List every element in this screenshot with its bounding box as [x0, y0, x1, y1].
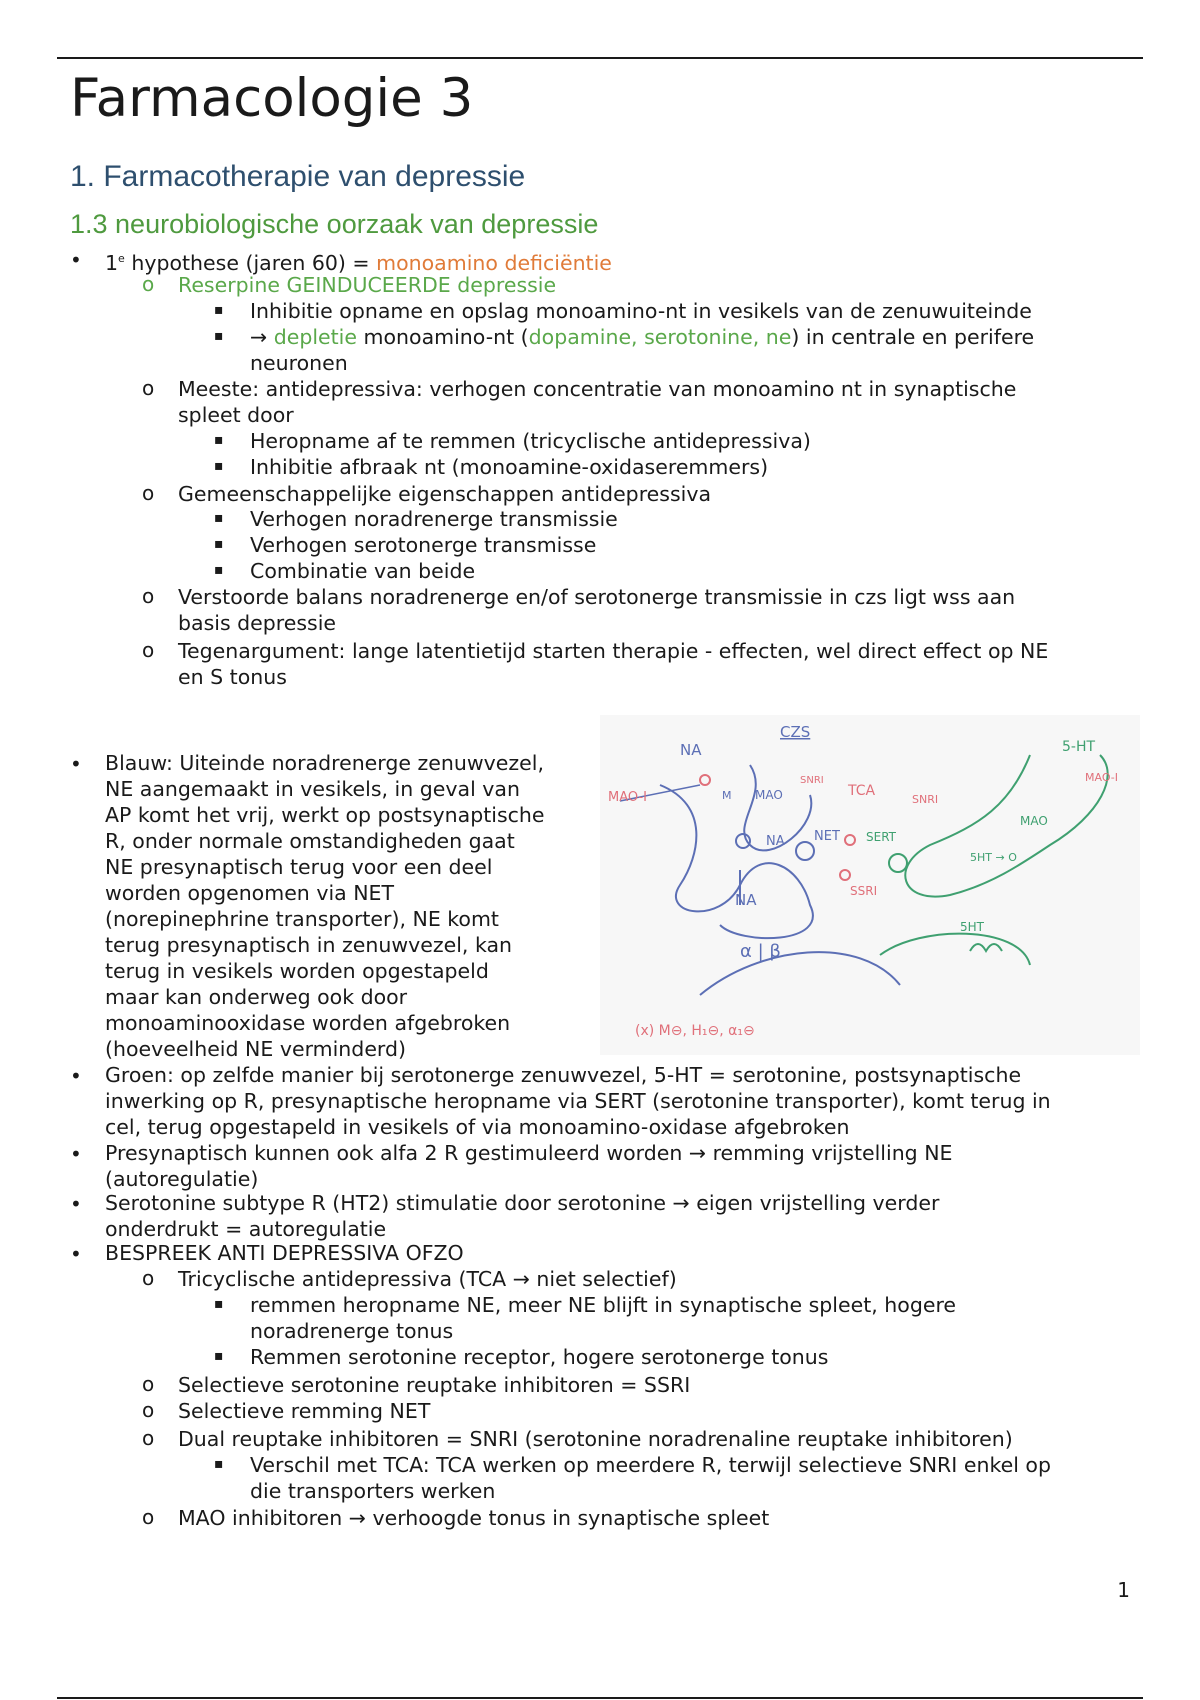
list-item: Gemeenschappelijke eigenschappen antidepressiva: [178, 482, 712, 506]
green-paragraph-line: inwerking op R, presynaptische heropname via SERT (serotonine transporter), komt terug in: [105, 1089, 1051, 1113]
snri-right-label: SNRI: [912, 793, 939, 806]
heading-1: 1. Farmacotherapie van depressie: [70, 160, 526, 193]
bullet-marker: •: [70, 752, 82, 776]
na-mid-label: NA: [766, 834, 785, 849]
square-marker: ▪: [214, 1348, 224, 1364]
list-item: Combinatie van beide: [250, 559, 476, 583]
reserpine-line: Reserpine GEINDUCEERDE depressie: [178, 273, 557, 297]
blue-paragraph-line: NE aangemaakt in vesikels, in geval van: [105, 777, 520, 801]
green-paragraph-line: cel, terug opgestapeld in vesikels of via monoamino-oxidase afgebroken: [105, 1115, 850, 1139]
blue-paragraph-line: terug in vesikels worden opgestapeld: [105, 959, 489, 983]
blue-paragraph-line: terug presynaptisch in zenuwvezel, kan: [105, 933, 513, 957]
na-low-label: NA: [735, 891, 757, 909]
list-item: Verschil met TCA: TCA werken op meerdere R, terwijl selectieve SNRI enkel op: [250, 1453, 1051, 1477]
circle-marker: o: [142, 376, 155, 400]
blue-paragraph-line: (norepinephrine transporter), NE komt: [105, 907, 499, 931]
square-marker: ▪: [214, 562, 224, 578]
list-item: Serotonine subtype R (HT2) stimulatie door serotonine → eigen vrijstelling verder: [105, 1191, 940, 1215]
net-label: NET: [814, 829, 840, 844]
circle-marker: o: [142, 638, 155, 662]
snri-small-label: SNRI: [800, 775, 824, 786]
tca-label: TCA: [848, 783, 876, 799]
bullet-marker: •: [70, 1192, 82, 1216]
document-title: Farmacologie 3: [70, 68, 474, 129]
circle-marker: o: [142, 1426, 155, 1450]
list-item: Tricyclische antidepressiva (TCA → niet selectief): [178, 1267, 677, 1291]
mao-i-right-label: MAO-I: [1085, 771, 1118, 784]
list-item: Verhogen noradrenerge transmissie: [250, 507, 618, 531]
circle-marker: o: [142, 1266, 155, 1290]
blue-paragraph-line: maar kan onderweg ook door: [105, 985, 408, 1009]
circle-marker: o: [142, 272, 155, 296]
circle-marker: o: [142, 481, 155, 505]
list-item: Selectieve serotonine reuptake inhibitoren = SSRI: [178, 1373, 691, 1397]
list-item: Dual reuptake inhibitoren = SNRI (serotonine noradrenaline reuptake inhibitoren): [178, 1427, 1013, 1451]
synapse-diagram: [600, 715, 1140, 1055]
bullet-marker: •: [70, 1142, 82, 1166]
list-item: Heropname af te remmen (tricyclische antidepressiva): [250, 429, 811, 453]
mao-left-label: MAO: [755, 788, 783, 802]
top-rule: [57, 57, 1143, 59]
blue-paragraph-line: monoaminooxidase worden afgebroken: [105, 1011, 511, 1035]
list-item: basis depressie: [178, 611, 337, 635]
page-number: 1: [1117, 1578, 1130, 1602]
list-item: Inhibitie opname en opslag monoamino-nt in vesikels van de zenuwuiteinde: [250, 299, 1032, 323]
list-item: noradrenerge tonus: [250, 1319, 454, 1343]
mao-i-left-label: MAO-I: [608, 790, 647, 805]
blue-paragraph-line: (hoeveelheid NE verminderd): [105, 1037, 407, 1061]
list-item: Inhibitie afbraak nt (monoamine-oxidaseremmers): [250, 455, 769, 479]
list-item: Verstoorde balans noradrenerge en/of serotonerge transmissie in czs ligt wss aan: [178, 585, 1016, 609]
green-paragraph-line: Groen: op zelfde manier bij serotonerge zenuwvezel, 5-HT = serotonine, postsynaptische: [105, 1063, 1022, 1087]
list-item: en S tonus: [178, 665, 287, 689]
bottom-rule: [57, 1697, 1143, 1699]
square-marker: ▪: [214, 458, 224, 474]
square-marker: ▪: [214, 536, 224, 552]
5ht-arrow-label: 5HT → O: [970, 851, 1017, 864]
side-effects-note: (x) M⊖, H₁⊖, α₁⊖: [635, 1023, 755, 1039]
list-item: remmen heropname NE, meer NE blijft in synaptische spleet, hogere: [250, 1293, 957, 1317]
depletion-line: → depletie monoamino-nt (dopamine, serotonine, ne) in centrale en perifere: [250, 325, 1035, 349]
hypothesis-line: 1e hypothese (jaren 60) = monoamino deficiëntie: [105, 250, 612, 275]
sert-label: SERT: [866, 830, 896, 844]
list-item: (autoregulatie): [105, 1167, 259, 1191]
list-item: Presynaptisch kunnen ook alfa 2 R gestimuleerd worden → remming vrijstelling NE: [105, 1141, 953, 1165]
list-item: MAO inhibitoren → verhoogde tonus in synaptische spleet: [178, 1506, 770, 1530]
circle-marker: o: [142, 1372, 155, 1396]
square-marker: ▪: [214, 432, 224, 448]
na-top-label: NA: [680, 741, 702, 759]
blue-paragraph-line: R, onder normale omstandigheden gaat: [105, 829, 515, 853]
square-marker: ▪: [214, 302, 224, 318]
alpha-beta-label: α | β: [740, 941, 781, 962]
square-marker: ▪: [214, 510, 224, 526]
heading-2: 1.3 neurobiologische oorzaak van depressie: [70, 209, 599, 239]
5ht-top-label: 5-HT: [1062, 739, 1096, 755]
mao-right-label: MAO: [1020, 814, 1048, 828]
list-item: neuronen: [250, 351, 348, 375]
bullet-marker: •: [70, 1064, 82, 1088]
list-item: BESPREEK ANTI DEPRESSIVA OFZO: [105, 1241, 464, 1265]
bullet-marker: •: [70, 1242, 82, 1266]
blue-paragraph-line: worden opgenomen via NET: [105, 881, 395, 905]
monoamino-deficiency: monoamino deficiëntie: [376, 250, 612, 275]
list-item: Tegenargument: lange latentietijd starten therapie - effecten, wel direct effect op NE: [178, 639, 1049, 663]
5ht-low-label: 5HT: [960, 920, 984, 934]
list-item: spleet door: [178, 403, 294, 427]
circle-marker: o: [142, 584, 155, 608]
list-item: Meeste: antidepressiva: verhogen concentratie van monoamino nt in synaptische: [178, 377, 1017, 401]
m-label: M: [722, 789, 732, 802]
circle-marker: o: [142, 1398, 155, 1422]
blue-paragraph-line: Blauw: Uiteinde noradrenerge zenuwvezel,: [105, 751, 544, 775]
blue-paragraph-line: AP komt het vrij, werkt op postsynaptische: [105, 803, 545, 827]
square-marker: ▪: [214, 328, 224, 344]
ssri-label: SSRI: [850, 884, 878, 898]
list-item: Remmen serotonine receptor, hogere serotonerge tonus: [250, 1345, 829, 1369]
circle-marker: o: [142, 1505, 155, 1529]
list-item: Selectieve remming NET: [178, 1399, 431, 1423]
list-item: die transporters werken: [250, 1479, 496, 1503]
square-marker: ▪: [214, 1456, 224, 1472]
square-marker: ▪: [214, 1296, 224, 1312]
czs-label: CZS: [780, 723, 811, 741]
bullet-marker: •: [70, 248, 82, 272]
blue-paragraph-line: NE presynaptisch terug voor een deel: [105, 855, 493, 879]
list-item: onderdrukt = autoregulatie: [105, 1217, 387, 1241]
list-item: Verhogen serotonerge transmisse: [250, 533, 597, 557]
